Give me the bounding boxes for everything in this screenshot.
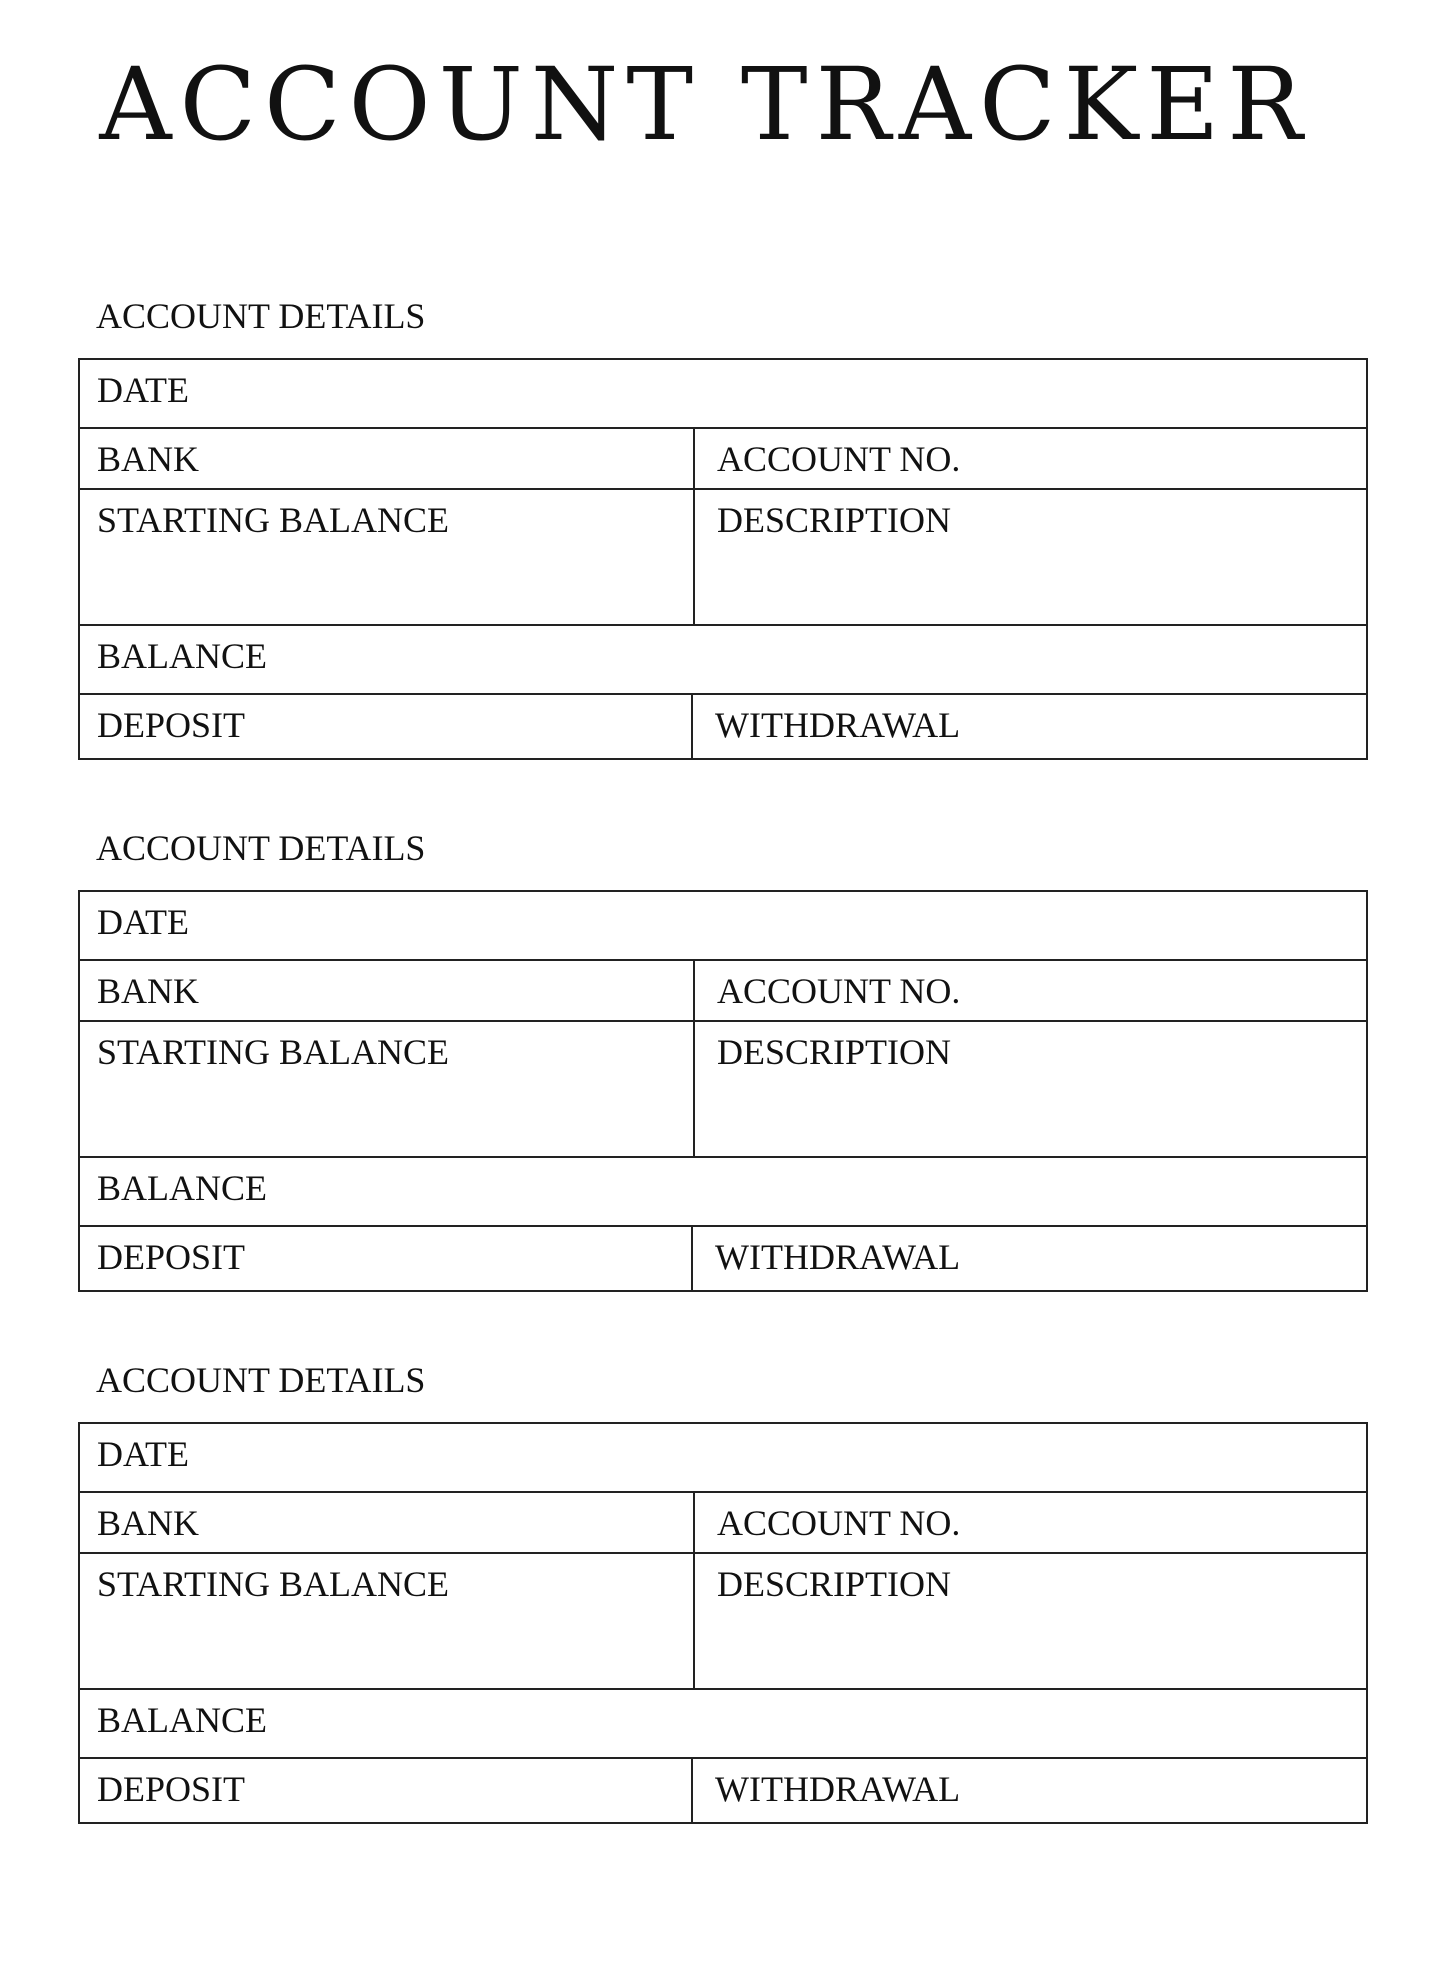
balance-row — [80, 626, 1366, 695]
balance-row — [80, 1158, 1366, 1227]
account-details-form — [78, 1422, 1368, 1824]
starting-balance-field[interactable]: STARTING BALANCE — [80, 490, 695, 624]
description-field[interactable]: DESCRIPTION — [717, 1032, 952, 1072]
bank-row — [80, 1493, 1366, 1554]
balance-field[interactable]: BALANCE — [97, 1700, 267, 1740]
starting-balance-row — [80, 490, 1366, 626]
date-field[interactable]: DATE — [97, 902, 189, 942]
balance-field[interactable]: BALANCE — [97, 636, 267, 676]
section-heading: ACCOUNT DETAILS — [96, 296, 426, 336]
bank-field[interactable]: BANK — [80, 961, 695, 1020]
deposit-field[interactable]: DEPOSIT — [80, 1759, 693, 1822]
withdrawal-field[interactable]: WITHDRAWAL — [715, 1769, 961, 1809]
deposit-row — [80, 1759, 1366, 1822]
account-details-form — [78, 890, 1368, 1292]
date-field[interactable]: DATE — [97, 1434, 189, 1474]
section-heading: ACCOUNT DETAILS — [96, 828, 426, 868]
description-field[interactable]: DESCRIPTION — [717, 1564, 952, 1604]
account-details-form — [78, 358, 1368, 760]
account-no-field[interactable]: ACCOUNT NO. — [717, 439, 961, 479]
page-title: ACCOUNT TRACKER — [99, 46, 1311, 163]
deposit-field[interactable]: DEPOSIT — [80, 1227, 693, 1290]
starting-balance-row — [80, 1554, 1366, 1690]
date-row — [80, 892, 1366, 961]
description-field[interactable]: DESCRIPTION — [717, 500, 952, 540]
section-heading: ACCOUNT DETAILS — [96, 1360, 426, 1400]
account-no-field[interactable]: ACCOUNT NO. — [717, 971, 961, 1011]
bank-row — [80, 429, 1366, 490]
date-row — [80, 360, 1366, 429]
starting-balance-row — [80, 1022, 1366, 1158]
deposit-row — [80, 1227, 1366, 1290]
bank-field[interactable]: BANK — [80, 429, 695, 488]
balance-row — [80, 1690, 1366, 1759]
date-row — [80, 1424, 1366, 1493]
starting-balance-field[interactable]: STARTING BALANCE — [80, 1022, 695, 1156]
balance-field[interactable]: BALANCE — [97, 1168, 267, 1208]
withdrawal-field[interactable]: WITHDRAWAL — [715, 705, 961, 745]
bank-field[interactable]: BANK — [80, 1493, 695, 1552]
deposit-field[interactable]: DEPOSIT — [80, 695, 693, 758]
starting-balance-field[interactable]: STARTING BALANCE — [80, 1554, 695, 1688]
account-no-field[interactable]: ACCOUNT NO. — [717, 1503, 961, 1543]
withdrawal-field[interactable]: WITHDRAWAL — [715, 1237, 961, 1277]
date-field[interactable]: DATE — [97, 370, 189, 410]
deposit-row — [80, 695, 1366, 758]
bank-row — [80, 961, 1366, 1022]
